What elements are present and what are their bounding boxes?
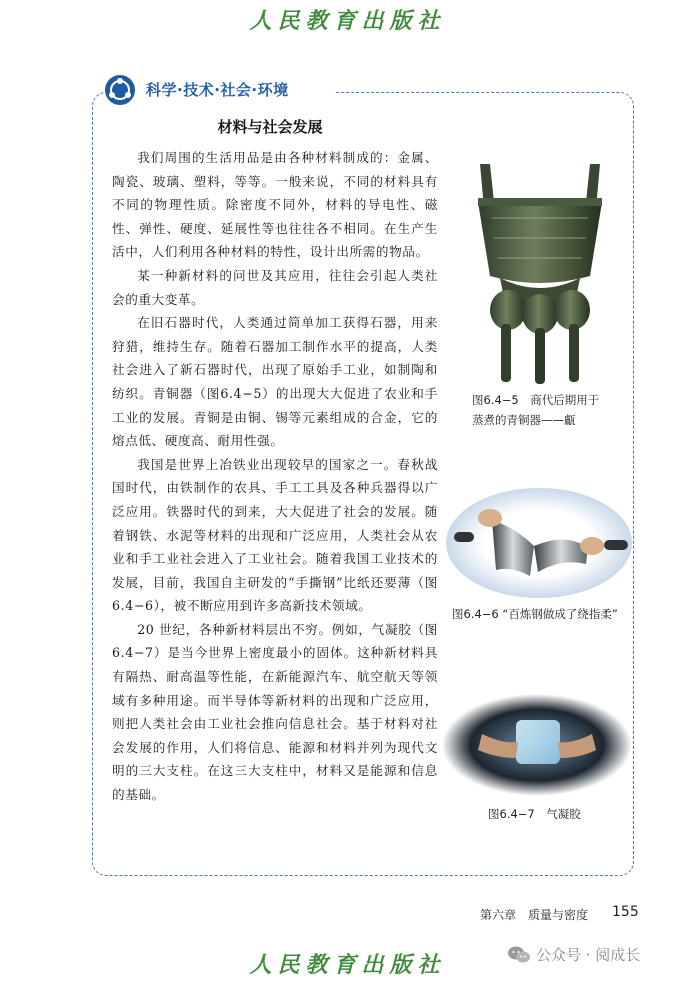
paragraph: 在旧石器时代，人类通过简单加工获得石器，用来狩猎，维持生存。随着石器加工制作水平的提高，人类社会进入了新石器时代，出现了原始手工业，如制陶和纺织。青铜器（图6.4−5）的出现大大促进了农业和手工业的发展。青铜是由铜、锡等元素组成的合金，它的熔点低、硬度高、耐用性强。 (112, 315, 438, 449)
paragraph: 某一种新材料的问世及其应用，往往会引起人类社会的重大变革。 (112, 267, 438, 307)
figure-caption: 图6.4−7 气凝胶 (488, 807, 581, 821)
publisher-logo-top: 人民教育出版社 (249, 8, 446, 34)
wechat-icon (508, 946, 530, 964)
paragraph: 20 世纪，各种新材料层出不穷。例如，气凝胶（图6.4−7）是当今世界上密度最小的固体。这种新材料具有隔热、耐高温等性能，在新能源汽车、航空航天等领域有多种用途。而半导体等新材料的出现和广泛应用，则把人类社会由工业社会推向信息社会。基于材料对社会发展的作用，人们将信息、能源和材料并列为现代文明的三大支柱。在这三大支柱中，材料又是能源和信息的基础。 (112, 621, 438, 803)
chapter-label: 第六章 质量与密度 (480, 908, 589, 922)
publisher-logo-bottom: 人民教育出版社 (249, 952, 446, 978)
aerogel-image (442, 694, 632, 796)
article-body (112, 146, 438, 807)
caption-line: 蒸煮的青铜器——甗 (472, 413, 576, 427)
paragraph: 我国是世界上冶铁业出现较早的国家之一。春秋战国时代，由铁制作的农具、手工工具及各种兵器得以广泛应用。铁器时代的到来，大大促进了社会的发展。随着钢铁、水泥等材料的出现和广泛应用，人类社会从农业和手工业社会进入了工业社会。随着我国工业技术的发展，目前，我国自主研发的“手撕钢”比纸还要薄（图6.4−6），被不断应用到许多高新技术领域。 (112, 456, 438, 614)
paragraph: 我们周围的生活用品是由各种材料制成的：金属、陶瓷、玻璃、塑料，等等。一般来说，不同的材料具有不同的物理性质。除密度不同外，材料的导电性、磁性、弹性、硬度、延展性等也往往各不相同。在生产生活中，人们利用各种材料的特性，设计出所需的物品。 (112, 150, 438, 260)
watermark-text: 公众号 · 阅成长 (536, 946, 641, 964)
bronze-yan-image (470, 158, 610, 388)
article-title: 材料与社会发展 (217, 118, 323, 136)
watermark (508, 944, 640, 965)
figure-caption (472, 390, 622, 430)
page-number: 155 (612, 904, 639, 920)
steel-foil-image (446, 488, 632, 598)
caption-line: 图6.4−5 商代后期用于 (472, 393, 600, 407)
figure-caption: 图6.4−6 “百炼钢做成了绕指柔” (452, 607, 618, 621)
atom-badge-icon (104, 74, 136, 106)
section-title: 科学·技术·社会·环境 (146, 81, 289, 99)
